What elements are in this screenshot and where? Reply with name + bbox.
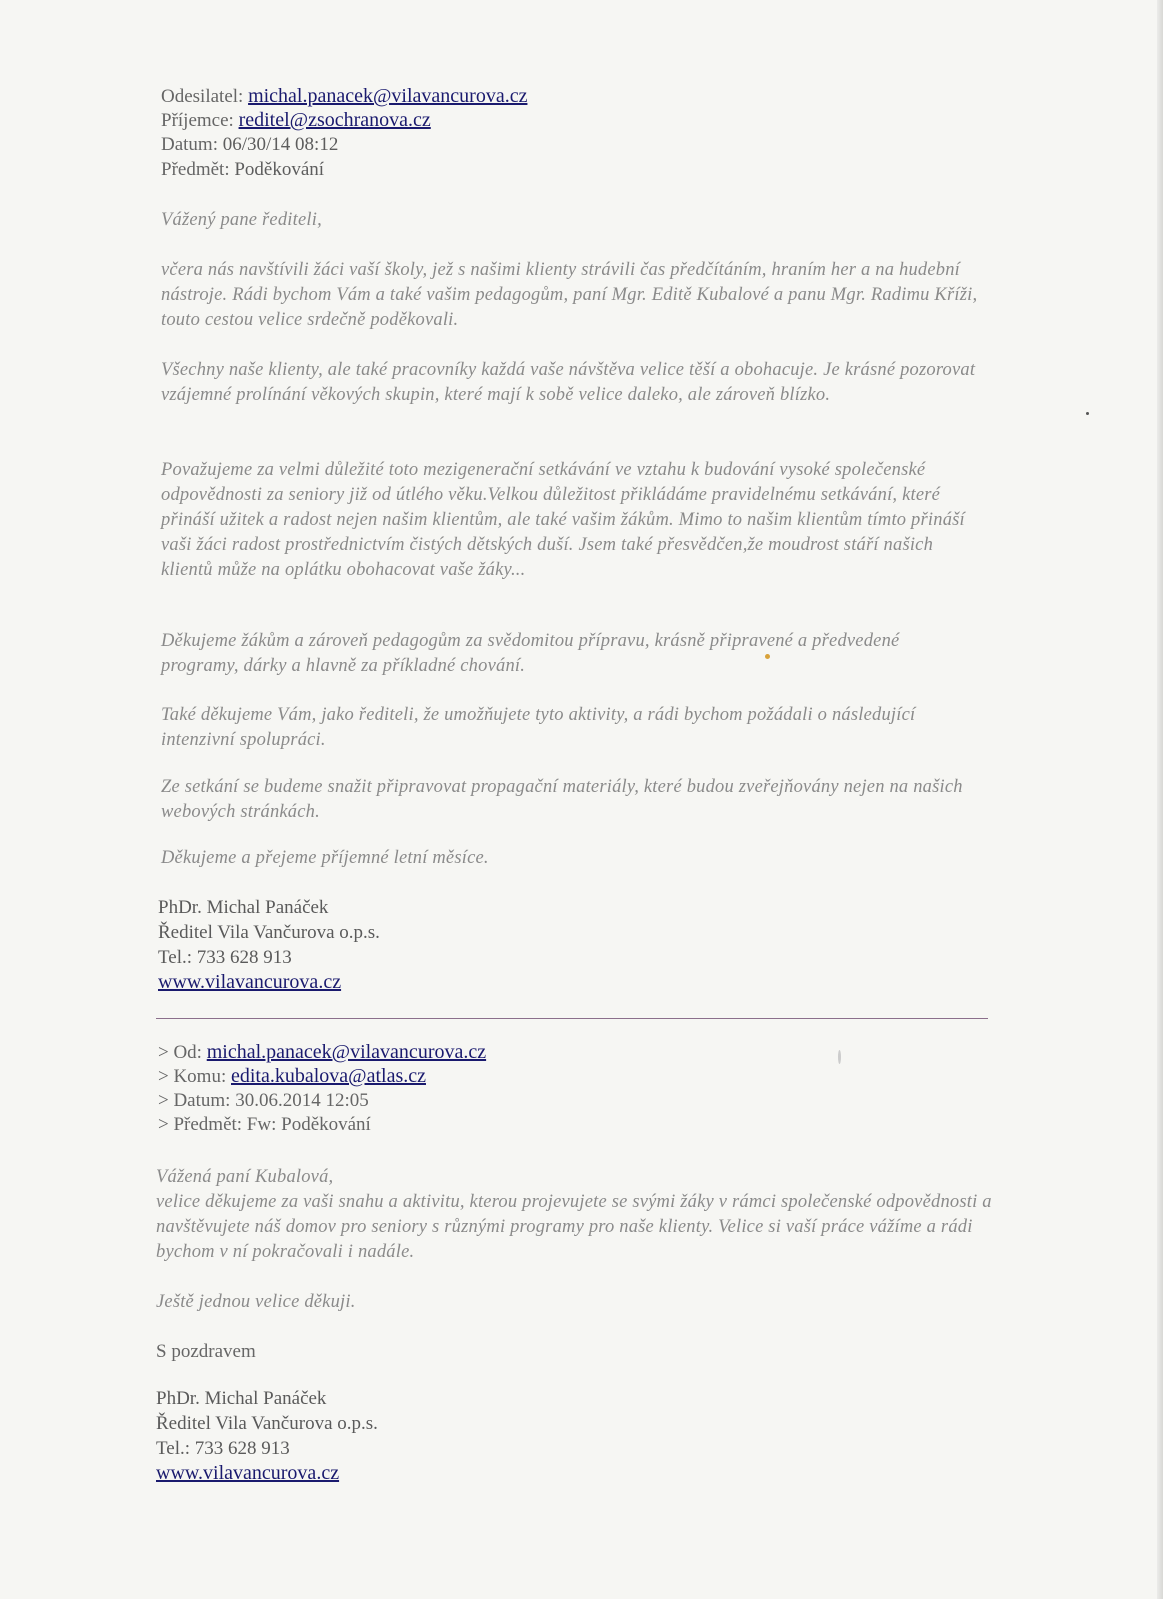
scan-speck <box>838 1050 841 1064</box>
header-from-row <box>161 84 527 109</box>
forward-to-email-link[interactable]: edita.kubalova@atlas.cz <box>231 1065 426 1087</box>
from-email-link[interactable]: michal.panacek@vilavancurova.cz <box>248 85 528 107</box>
subject-label: Předmět: <box>161 159 230 180</box>
forward-date-line: > Datum: 30.06.2014 12:05 <box>158 1090 369 1111</box>
forward-closing: S pozdravem <box>156 1341 256 1362</box>
forward-from-email-link[interactable]: michal.panacek@vilavancurova.cz <box>206 1041 487 1063</box>
header-date-row <box>161 133 338 157</box>
forward-from-label: > Od: <box>158 1042 202 1063</box>
paragraph-4: Děkujeme žákům a zároveň pedagogům za svědomitou přípravu, krásně připravené a předvedené programy, dárky a hlavně za příkladné chování. <box>161 631 900 676</box>
paragraph-7: Děkujeme a přejeme příjemné letní měsíce. <box>161 848 489 868</box>
header-to-row <box>161 108 431 133</box>
to-email-link[interactable]: reditel@zsochranova.cz <box>238 109 431 131</box>
signature-title: Ředitel Vila Vančurova o.p.s. <box>158 922 380 943</box>
forward-paragraph-1: velice děkujeme za vaši snahu a aktivitu, kterou projevujete se svými žáky v rámci společenské odpovědnosti a navštěvujete náš domov pro seniory s různými programy pro naše klienty. Velice si vaší práce vážíme a rádi bychom v ní pokračovali i nadále. <box>156 1192 992 1262</box>
forward-signature-web-link[interactable]: www.vilavancurova.cz <box>156 1462 340 1484</box>
signature-web-link[interactable]: www.vilavancurova.cz <box>158 971 342 993</box>
divider <box>156 1018 988 1019</box>
forward-paragraph-2: Ještě jednou velice děkuji. <box>156 1292 356 1312</box>
paragraph-5: Také děkujeme Vám, jako řediteli, že umožňujete tyto aktivity, a rádi bychom požádali o následující intenzivní spolupráci. <box>161 705 916 750</box>
forward-from-row <box>158 1040 486 1065</box>
paragraph-6: Ze setkání se budeme snažit připravovat propagační materiály, které budou zveřejňovány nejen na našich webových stránkách. <box>161 777 963 822</box>
scan-edge <box>1157 0 1163 1599</box>
scan-speck <box>1086 412 1089 415</box>
header-subject-row <box>161 158 324 182</box>
forward-signature-name: PhDr. Michal Panáček <box>156 1388 327 1409</box>
signature-name: PhDr. Michal Panáček <box>158 897 329 918</box>
date-value: 06/30/14 08:12 <box>222 134 339 155</box>
signature-web-row <box>158 970 341 995</box>
paragraph-3: Považujeme za velmi důležité toto mezigenerační setkávání ve vztahu k budování vysoké společenské odpovědnosti za seniory již od útlého věku.Velkou důležitost přikládáme pravidelnému setkávání, které přináší užitek a radost nejen našim klientům, ale také vašim žákům. Mimo to našim klientům tímto přináší vaši žáci radost prostřednictvím čistých dětských duší. Jsem také přesvědčen,že moudrost stáří našich klientů může na oplátku obohacovat vaše žáky... <box>161 460 965 580</box>
signature-phone: Tel.: 733 628 913 <box>158 947 292 968</box>
from-label: Odesilatel: <box>161 86 244 107</box>
forward-signature-web-row <box>156 1461 339 1486</box>
date-label: Datum: <box>161 134 218 155</box>
forward-subject-line: > Předmět: Fw: Poděkování <box>158 1114 371 1135</box>
forward-greeting: Vážená paní Kubalová, <box>156 1167 334 1187</box>
to-label: Příjemce: <box>161 110 234 131</box>
subject-value: Poděkování <box>234 159 325 180</box>
scan-speck <box>765 654 770 659</box>
forward-to-row <box>158 1064 426 1089</box>
forward-signature-title: Ředitel Vila Vančurova o.p.s. <box>156 1413 378 1434</box>
paragraph-1: včera nás navštívili žáci vaší školy, jež s našimi klienty strávili čas předčítáním, hraním her a na hudební nástroje. Rádi bychom Vám a také vašim pedagogům, paní Mgr. Editě Kubalové a panu Mgr. Radimu Kříži, touto cestou velice srdečně poděkovali. <box>161 260 978 330</box>
forward-signature-phone: Tel.: 733 628 913 <box>156 1438 290 1459</box>
paragraph-2: Všechny naše klienty, ale také pracovníky každá vaše návštěva velice těší a obohacuje. Je krásné pozorovat vzájemné prolínání věkových skupin, které mají k sobě velice daleko, ale zároveň blízko. <box>161 360 976 405</box>
forward-to-label: > Komu: <box>158 1066 227 1087</box>
greeting: Vážený pane řediteli, <box>161 210 322 230</box>
